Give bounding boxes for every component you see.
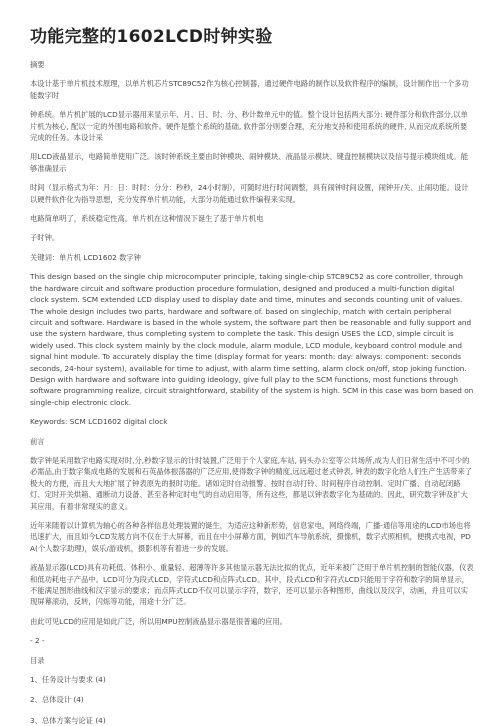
keywords-en: Keywords: SCM LCD1602 digital clock <box>30 417 168 427</box>
document-title: 功能完整的1602LCD时钟实验 <box>30 27 273 47</box>
abstract-paragraph-4: 时间（显示格式为年：月：日：时时：分分：秒秒，24小时制），可随时进行时间调整，具有闹钟时间设置，闹钟开/关、止闹功能。设计以硬件软件化为指导思想，充分发挥单片机功能，大部分功能通过软件编程来实现。 <box>30 183 469 204</box>
abstract-paragraph-1: 本设计基于单片机技术原理，以单片机芯片STC89C52作为核心控制器，通过硬件电路的制作以及软件程序的编制，设计制作出一个多功能数字时 <box>30 79 469 100</box>
abstract-paragraph-6: 子时钟。 <box>30 233 60 243</box>
preface-paragraph-2: 近年来随着以计算机为轴心的各种各样信息处理装置的诞生，为适应这种新形势，信息家电，网络终端，广播-通信等用途的LCD市场也将迅速扩大，而且如今LCD发展方向不仅在于大屏幕，而且在中小屏幕方面，例如汽车导航系统，摄像机，数字式照相机，便携式电视，PDA(个人数字助理)，娱乐/游戏机，摄影机等有着进一步的发展。 <box>30 521 471 553</box>
toc-heading: 目录 <box>30 655 45 665</box>
preface-heading: 前言 <box>30 436 45 446</box>
page-number: - 2 - <box>30 636 45 646</box>
abstract-paragraph-5: 电路简单明了，系统稳定性高。单片机在这种情况下诞生了基于单片机电 <box>30 214 264 224</box>
preface-paragraph-4: 由此可见LCD的应用是如此广泛，所以用MPU控制液晶显示器是很普遍的应用。 <box>30 616 288 626</box>
keywords-cn: 关键词：单片机 LCD1602 数字钟 <box>30 252 141 262</box>
toc-item[interactable]: 1、任务设计与要求 (4) <box>30 675 106 685</box>
preface-paragraph-3: 液晶显示器(LCD)具有功耗低、体积小、重量轻、超薄等许多其他显示器无法比拟的优点，近年来被广泛用于单片机控制的智能仪器，仪表和低功耗电子产品中。LCD可分为段式LCD、字符式LCD和点阵式LCD。其中，段式LCD和字符式LCD只能用于字符和数字的简单显示，不能满足图形曲线和汉字显示的要求；而点阵式LCD不仅可以显示字符，数字，还可以显示各种图形，曲线以及汉字，动画，并且可以实现屏幕滚动，反转，闪烁等功能，用途十分广泛。 <box>30 563 474 607</box>
abstract-paragraph-3: 用LCD液晶显示，电路简单使用广泛。该时钟系统主要由时钟模块、闹钟模块、液晶显示模块、键盘控制模块以及信号提示模块组成。能够准确显示 <box>30 152 468 173</box>
abstract-paragraph-2: 钟系统。单片机扩展的LCD显示器用来显示年、月、日、时、分、秒计数单元中的值。整个设计包括两大部分: 硬件部分和软件部分,以单片机为核心, 配以一定的外围电路和软件。硬件是整个系统的基础, 软件部分则要合理，充分地支持和使用系统的硬件, 从而完成系统所要完成的任务。本设计采 <box>30 110 468 143</box>
preface-paragraph-1: 数字钟是采用数字电路实现对时,分,秒数字显示的计时装置,广泛用于个人家庭,车站, 码头办公室等公共场所,成为人们日常生活中不可少的必需品,由于数字集成电路的发展和石英晶体振荡器的广泛应用,使得数字钟的精度,远远超过老式钟表, 钟表的数字化给人们生产生活带来了极大的方便，而且大大地扩展了钟表原先的报时功能。诸如定时自动报警、按时自动打铃、时间程序自动控制、定时广播、自动起闭路灯、定时开关烘箱、通断动力设备、甚至各种定时电气的自动启用等，所有这些，都是以钟表数字化为基础的。因此，研究数字钟及扩大其应用，有着非常现实的意义。 <box>30 455 473 511</box>
toc-item[interactable]: 3、总体方案与论证 (4) <box>30 715 106 725</box>
toc-item[interactable]: 2、总体设计 (4) <box>30 695 84 705</box>
english-abstract: This design based on the single chip microcomputer principle, taking single-chip STC89C52 as core controller, through the hardware circuit and software production procedure formulation, designed and produced a multi-function digital clock system. SCM extended LCD display used to display date and time, minutes and seconds counting unit of values. The whole design includes two parts, hardware and software of. based on singlechip, match with certain peripheral circuit and software. Hardware is based in the whole system, the software part then be reasonable and fully support and use the system hardware, thus completing system to complete the task. This design USES the LCD, simple circuit is widely used. This clock system mainly by the clock module, alarm module, LCD module, keyboard control module and signal hint module. To accurately display the time (display format for years: month: day: always: component: seconds seconds, 24-hour system), available for time to adjust, with alarm time setting, alarm clock on/off, stop joking function. Design with hardware and software into guiding ideology, give full play to the SCM functions, most functions through software programming realize, circuit straightforward, stability of the system is high. SCM in this case was born based on single-chip electronic clock. <box>30 272 474 407</box>
abstract-heading: 摘要 <box>30 60 45 69</box>
